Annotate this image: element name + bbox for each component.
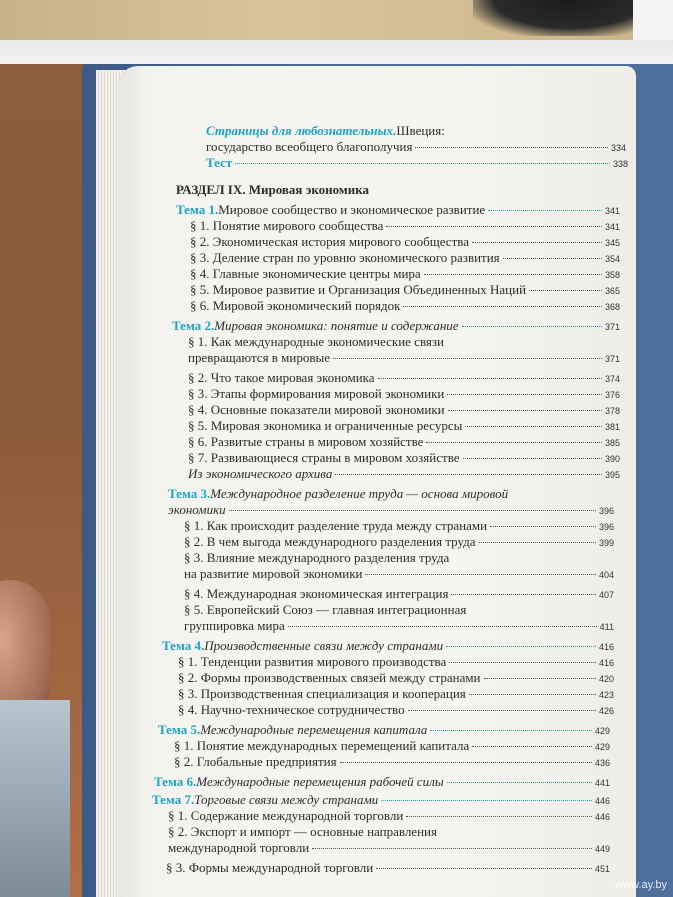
toc-entry-title: § 1. Тенденции развития мирового производства	[178, 654, 447, 669]
toc-entry-section-9	[176, 182, 576, 198]
page-number: 378	[604, 406, 620, 416]
cloth	[0, 700, 70, 897]
toc-entry-p5-2	[174, 754, 610, 771]
page-number: 396	[598, 506, 614, 516]
toc-entry-title: Тема 1.	[176, 202, 219, 217]
toc-entry-topic-3b	[168, 502, 614, 519]
page-number: 334	[610, 143, 626, 153]
toc-entry-title: международной торговли	[168, 840, 310, 855]
leader-dots	[472, 242, 602, 243]
leader-dots	[386, 226, 602, 227]
toc-entry-title: § 1. Как происходит разделение труда между странами	[184, 518, 488, 533]
toc-entry-p1-1	[190, 218, 620, 235]
page-number: 416	[598, 642, 614, 652]
page-number: 420	[598, 674, 614, 684]
toc-entry-test	[206, 155, 628, 172]
page-number: 411	[599, 622, 614, 632]
toc-entry-p3-4	[184, 586, 614, 603]
page-number: 416	[598, 658, 614, 668]
toc-entry-title: § 4. Основные показатели мировой экономики	[188, 402, 445, 417]
leader-dots	[462, 326, 602, 327]
leader-dots	[406, 816, 592, 817]
leader-dots	[403, 306, 602, 307]
toc-entry-title: § 4. Главные экономические центры мира	[190, 266, 421, 281]
leader-dots	[469, 694, 596, 695]
page-number: 426	[598, 706, 614, 716]
page-number: 449	[594, 844, 610, 854]
toc-entry-subtitle: Международные перемещения капитала	[200, 722, 428, 737]
toc-entry-title: § 5. Мировая экономика и ограниченные ресурсы	[188, 418, 463, 433]
page-number: 390	[604, 454, 620, 464]
toc-entry-title: § 1. Понятие международных перемещений капитала	[174, 738, 470, 753]
toc-entry-subtitle: Мировая экономика: понятие и содержание	[214, 318, 459, 333]
toc-entry-title: § 6. Мировой экономический порядок	[190, 298, 401, 313]
leader-dots	[488, 210, 602, 211]
toc-entry-title: Тема 7.	[152, 792, 195, 807]
toc-entry-archive	[188, 466, 620, 483]
toc-entry-p4-2	[178, 670, 614, 687]
toc-entry-p3-1	[184, 518, 614, 535]
toc-entry-p1-4	[190, 266, 620, 283]
page-number: 374	[604, 374, 620, 384]
toc-entry-p3-2	[184, 534, 614, 551]
toc-entry-subtitle: Мировое сообщество и экономическое развитие	[218, 202, 486, 217]
page-number: 436	[594, 758, 610, 768]
leader-dots	[448, 410, 602, 411]
leader-dots	[408, 710, 596, 711]
toc-entry-p4-4	[178, 702, 614, 719]
toc-entry-title: Тема 3.	[168, 486, 211, 501]
toc-entry-title: § 2. Формы производственных связей между странами	[178, 670, 481, 685]
leader-dots	[430, 730, 592, 731]
toc-entry-title: § 3. Влияние международного разделения труда	[184, 550, 450, 565]
toc-entry-title: Тема 4.	[162, 638, 205, 653]
page-number: 338	[612, 159, 628, 169]
toc-entry-title: Тема 2.	[172, 318, 215, 333]
leader-dots	[426, 442, 602, 443]
leader-dots	[503, 258, 602, 259]
toc-entry-title: РАЗДЕЛ IX. Мировая экономика	[176, 182, 370, 197]
page-number: 345	[604, 238, 620, 248]
toc-entry-p7-1	[168, 808, 610, 825]
page-number: 429	[594, 742, 610, 752]
toc-entry-title: § 3. Деление стран по уровню экономического развития	[190, 250, 500, 265]
leader-dots	[449, 662, 596, 663]
toc-entry-p5-1	[174, 738, 610, 755]
toc-entry-p2-7	[188, 450, 620, 467]
toc-entry-title: § 1. Понятие мирового сообщества	[190, 218, 384, 233]
page-number: 371	[604, 322, 620, 332]
toc-entry-p4-1	[178, 654, 614, 671]
toc-entry-subtitle: Международное разделение труда — основа мировой	[210, 486, 509, 501]
toc-entry-p2-5	[188, 418, 620, 435]
toc-entry-title: Из экономического архива	[188, 466, 333, 481]
toc-entry-topic-5	[158, 722, 610, 739]
toc-entry-title: § 5. Европейский Союз — главная интеграционная	[184, 602, 467, 617]
page-number: 371	[604, 354, 620, 364]
toc-entry-subtitle: Международные перемещения рабочей силы	[196, 774, 444, 789]
leader-dots	[365, 574, 595, 575]
toc-entry-topic-1	[176, 202, 620, 219]
leader-dots	[312, 848, 592, 849]
toc-entry-title: Тест	[206, 155, 233, 170]
toc-entry-p1-2	[190, 234, 620, 251]
page-number: 404	[598, 570, 614, 580]
leader-dots	[529, 290, 602, 291]
toc-entry-title: § 6. Развитые страны в мировом хозяйстве	[188, 434, 424, 449]
toc-entry-title: государство всеобщего благополучия	[206, 139, 413, 154]
leader-dots	[424, 274, 602, 275]
leader-dots	[229, 510, 596, 511]
page-number: 407	[598, 590, 614, 600]
toc-entry-topic-4	[162, 638, 614, 655]
page-number: 446	[594, 796, 610, 806]
toc-entry-title: § 2. Что такое мировая экономика	[188, 370, 375, 385]
leader-dots	[446, 646, 596, 647]
toc-entry-p7-2b	[168, 840, 610, 857]
leader-dots	[447, 782, 592, 783]
toc-entry-title: Тема 6.	[154, 774, 197, 789]
toc-entry-title: § 2. Экспорт и импорт — основные направления	[168, 824, 437, 839]
toc-entry-p2-2	[188, 370, 620, 387]
leader-dots	[472, 746, 592, 747]
page-number: 446	[594, 812, 610, 822]
leader-dots	[288, 626, 597, 627]
leader-dots	[340, 762, 592, 763]
page-number: 385	[604, 438, 620, 448]
watermark: www.ay.by	[615, 879, 667, 891]
toc-entry-subtitle: Производственные связи между странами	[204, 638, 444, 653]
leader-dots	[490, 526, 596, 527]
toc-entry-p1-3	[190, 250, 620, 267]
toc-entry-title: § 4. Международная экономическая интеграция	[184, 586, 449, 601]
page-number: 358	[604, 270, 620, 280]
toc-entry-title: § 2. Глобальные предприятия	[174, 754, 337, 769]
toc-entry-p7-3	[166, 860, 610, 877]
toc-entry-p2-4	[188, 402, 620, 419]
page-number: 354	[604, 254, 620, 264]
toc-entry-p3-3b	[184, 566, 614, 583]
page-number: 451	[594, 864, 610, 874]
book-page	[118, 66, 636, 897]
leader-dots	[235, 163, 610, 164]
toc-entry-title: § 5. Мировое развитие и Организация Объединенных Наций	[190, 282, 527, 297]
page-number: 368	[604, 302, 620, 312]
toc-entry-p2-6	[188, 434, 620, 451]
leader-dots	[415, 147, 608, 148]
toc-entry-topic-7	[152, 792, 610, 809]
leader-dots	[335, 474, 602, 475]
page-number: 365	[604, 286, 620, 296]
leader-dots	[451, 594, 596, 595]
toc-entry-p2-3	[188, 386, 620, 403]
toc-entry-p1-5	[190, 282, 620, 299]
table-of-contents	[118, 66, 636, 897]
toc-entry-p7-2a	[168, 824, 568, 840]
page-number: 396	[598, 522, 614, 532]
leader-dots	[463, 458, 602, 459]
toc-entry-title: § 2. Экономическая история мирового сообщества	[190, 234, 469, 249]
page-number: 395	[604, 470, 620, 480]
leader-dots	[381, 800, 592, 801]
toc-entry-topic-3a	[168, 486, 628, 502]
toc-entry-title: Тема 5.	[158, 722, 201, 737]
toc-entry-title: превращаются в мировые	[188, 350, 331, 365]
toc-entry-title: § 3. Формы международной торговли	[166, 860, 374, 875]
toc-entry-title: § 3. Этапы формирования мировой экономики	[188, 386, 445, 401]
page-number: 429	[594, 726, 610, 736]
toc-entry-title: группировка мира	[184, 618, 285, 633]
toc-entry-title: Страницы для любознательных.	[206, 123, 397, 138]
toc-entry-title: § 1. Содержание международной торговли	[168, 808, 404, 823]
page-number: 341	[604, 222, 620, 232]
page-number: 423	[598, 690, 614, 700]
background-dark-object	[473, 0, 633, 36]
leader-dots	[376, 868, 592, 869]
page-number: 341	[604, 206, 620, 216]
toc-entry-curious-1	[206, 123, 506, 139]
page-number: 441	[594, 778, 610, 788]
leader-dots	[333, 358, 602, 359]
page-number: 381	[604, 422, 620, 432]
toc-entry-topic-2	[172, 318, 620, 335]
leader-dots	[465, 426, 602, 427]
leader-dots	[479, 542, 596, 543]
toc-entry-subtitle: Швеция:	[396, 123, 445, 138]
toc-entry-topic-6	[154, 774, 610, 791]
toc-entry-title: экономики	[168, 502, 226, 517]
page-number: 399	[598, 538, 614, 548]
toc-entry-p3-5b	[184, 618, 614, 635]
toc-entry-title: § 7. Развивающиеся страны в мировом хозяйстве	[188, 450, 460, 465]
page-number: 376	[604, 390, 620, 400]
toc-entry-title: § 1. Как международные экономические связи	[188, 334, 444, 349]
toc-entry-p2-1a	[188, 334, 588, 350]
toc-entry-p1-6	[190, 298, 620, 315]
background-white-corner	[633, 0, 673, 40]
background-band	[0, 40, 673, 64]
toc-entry-p3-5a	[184, 602, 584, 618]
toc-entry-p4-3	[178, 686, 614, 703]
toc-entry-title: § 3. Производственная специализация и кооперация	[178, 686, 466, 701]
toc-entry-title: § 4. Научно-техническое сотрудничество	[178, 702, 405, 717]
toc-entry-subtitle: Торговые связи между странами	[194, 792, 379, 807]
toc-entry-p3-3a	[184, 550, 584, 566]
toc-entry-title: на развитие мировой экономики	[184, 566, 363, 581]
toc-entry-curious-2	[206, 139, 626, 156]
leader-dots	[378, 378, 602, 379]
toc-entry-p2-1b	[188, 350, 620, 367]
leader-dots	[484, 678, 596, 679]
leader-dots	[447, 394, 602, 395]
toc-entry-title: § 2. В чем выгода международного разделения труда	[184, 534, 476, 549]
